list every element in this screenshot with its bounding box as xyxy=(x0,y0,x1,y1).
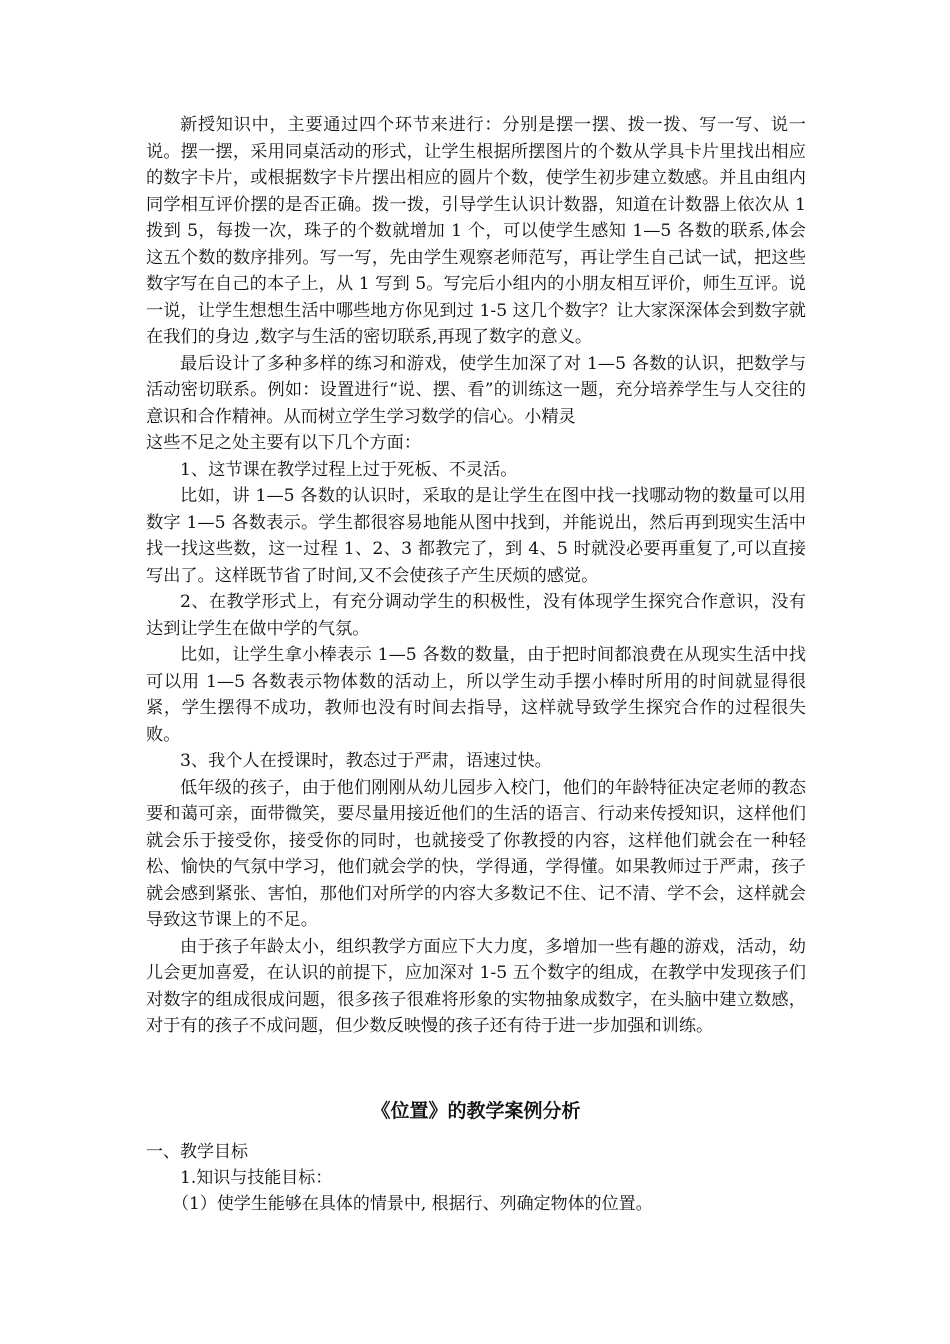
subsection-heading: 1.知识与技能目标： xyxy=(180,1168,333,1188)
objective-item: （1）使学生能够在具体的情景中, 根据行、列确定物体的位置。 xyxy=(172,1194,653,1214)
paragraph-point-2: 2、在教学形式上，有充分调动学生的积极性，没有体现学生探究合作意识，没有达到让学生在做中学的气氛。 xyxy=(146,592,806,639)
paragraph-example-2: 比如，让学生拿小棒表示 1—5 各数的数量，由于把时间都浪费在从现实生活中找可以用 1—5 各数表示物体数的活动上，所以学生动手摆小棒时所用的时间就显得很紧，学生摆得不成功，教师也没有时间去指导，这样就导致学生探究合作的过程很失败。 xyxy=(146,645,806,745)
paragraph-conclusion: 由于孩子年龄太小，组织教学方面应下大力度，多增加一些有趣的游戏，活动，幼儿会更加喜爱，在认识的前提下，应加深对 1-5 五个数字的组成，在教学中发现孩子们对数字的组成很成问题，很多孩子很难将形象的实物抽象成数字，在头脑中建立数感，对于有的孩子不成问题，但少数反映慢的孩子还有待于进一步加强和训练。 xyxy=(146,936,806,1036)
paragraph-new-knowledge: 新授知识中，主要通过四个环节来进行：分别是摆一摆、拨一拨、写一写、说一说。摆一摆，采用同桌活动的形式，让学生根据所摆图片的个数从学具卡片里找出相应的数字卡片，或根据数字卡片摆出相应的圆片个数，使学生初步建立数感。并且由组内同学相互评价摆的是否正确。拨一拨，引导学生认识计数器，知道在计数器上依次从 1 拨到 5，每拨一次，珠子的个数就增加 1 个，可以使学生感知 1—5 各数的联系,体会这五个数的数序排列。写一写，先由学生观察老师范写，再让学生自己试一试，把这些数字写在自己的本子上，从 1 写到 5。写完后小组内的小朋友相互评价，师生互评。说一说，让学生想想生活中哪些地方你见到过 1-5 这几个数字？让大家深深体会到数字就在我们的身边 ,数字与生活的密切联系,再现了数字的意义。 xyxy=(146,115,806,347)
section-heading: 一、教学目标 xyxy=(146,1142,248,1162)
document-body xyxy=(146,112,806,1040)
paragraph-practice-games: 最后设计了多种多样的练习和游戏，使学生加深了对 1—5 各数的认识，把数学与活动密切联系。例如：设置进行“说、摆、看”的训练这一题，充分培养学生与人交往的意识和合作精神。从而树立学生学习数学的信心。小精灵 xyxy=(146,353,806,427)
document-title: 《位置》的教学案例分析 xyxy=(371,1100,581,1122)
paragraph-point-3: 3、我个人在授课时，教态过于严肃，语速过快。 xyxy=(180,751,552,771)
paragraph-example-1: 比如，讲 1—5 各数的认识时，采取的是让学生在图中找一找哪动物的数量可以用数字 1—5 各数表示。学生都很容易地能从图中找到，并能说出，然后再到现实生活中找一找这些数，这一过程 1、2、3 都教完了，到 4、5 时就没必要再重复了,可以直接写出了。这样既节省了时间,又不会使孩子产生厌烦的感觉。 xyxy=(146,486,806,586)
paragraph-point-1: 1、这节课在教学过程上过于死板、不灵活。 xyxy=(180,459,518,480)
paragraph-example-3: 低年级的孩子，由于他们刚刚从幼儿园步入校门，他们的年龄特征决定老师的教态要和蔼可亲，面带微笑，要尽量用接近他们的生活的语言、行动来传授知识，这样他们就会乐于接受你，接受你的同时，也就接受了你教授的内容，这样他们就会在一种轻松、愉快的气氛中学习，他们就会学的快，学得通，学得懂。如果教师过于严肃，孩子就会感到紧张、害怕，那他们对所学的内容大多数记不住、记不清、学不会，这样就会导致这节课上的不足。 xyxy=(146,777,806,930)
paragraph-shortcomings-intro: 这些不足之处主要有以下几个方面： xyxy=(146,433,422,453)
